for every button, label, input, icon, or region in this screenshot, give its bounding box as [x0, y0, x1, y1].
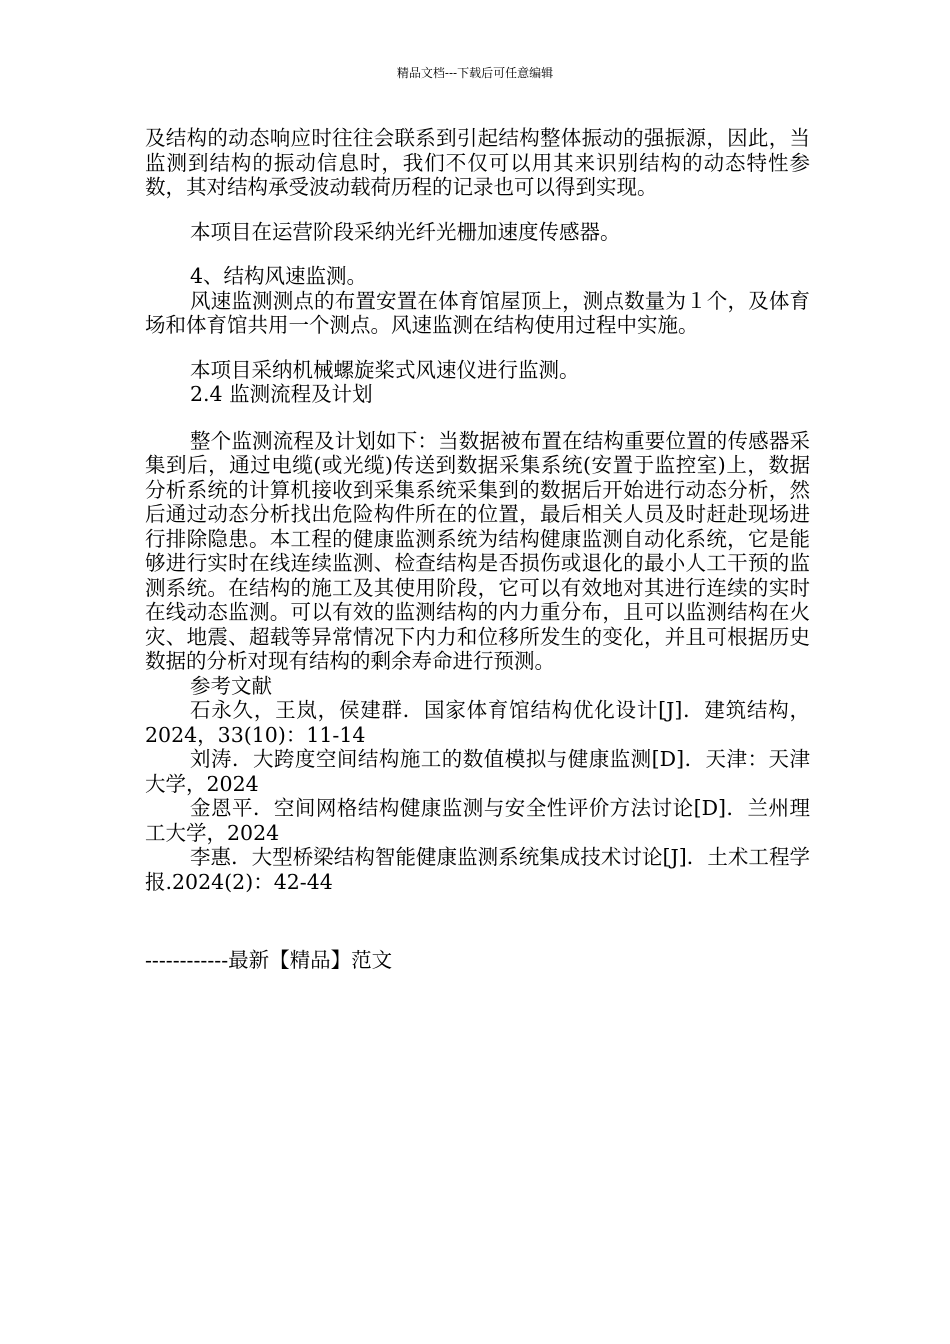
reference-item: 李惠．大型桥梁结构智能健康监测系统集成技术讨论[J]．土术工程学报.2024(2)：42-44: [145, 845, 810, 894]
paragraph-wind-points: 风速监测测点的布置安置在体育馆屋顶上，测点数量为１个，及体育场和体育馆共用一个测点。风速监测在结构使用过程中实施。: [145, 288, 810, 337]
section-heading-process: 2.4 监测流程及计划: [190, 382, 373, 406]
paragraph-vibration: 及结构的动态响应时往往会联系到引起结构整体振动的强振源，因此，当监测到结构的振动信息时，我们不仅可以用其来识别结构的动态特性参数，其对结构承受波动载荷历程的记录也可以得到实现。: [145, 126, 810, 199]
reference-item: 金恩平．空间网格结构健康监测与安全性评价方法讨论[D]．兰州理工大学，2024: [145, 796, 810, 845]
paragraph-process: 整个监测流程及计划如下：当数据被布置在结构重要位置的传感器采集到后，通过电缆(或光缆)传送到数据采集系统(安置于监控室)上，数据分析系统的计算机接收到采集系统采集到的数据后开始进行动态分析，然后通过动态分析找出危险构件所在的位置，最后相关人员及时赶赴现场进行排除隐患。本工程的健康监测系统为结构健康监测自动化系统，它是能够进行实时在线连续监测、检查结构是否损伤或退化的最小人工干预的监测系统。在结构的施工及其使用阶段，它可以有效地对其进行连续的实时在线动态监测。可以有效的监测结构的内力重分布，且可以监测结构在火灾、地震、超载等异常情况下内力和位移所发生的变化，并且可根据历史数据的分析对现有结构的剩余寿命进行预测。: [145, 428, 810, 673]
reference-item: 刘涛．大跨度空间结构施工的数值模拟与健康监测[D]．天津：天津大学，2024: [145, 747, 810, 796]
references-title: 参考文献: [190, 673, 272, 698]
section-heading-wind: 4、结构风速监测。: [190, 264, 368, 288]
paragraph-anemometer: 本项目采纳机械螺旋桨式风速仪进行监测。: [190, 357, 580, 382]
page-header: 精品文档---下载后可任意编辑: [396, 66, 554, 80]
paragraph-accelerometer: 本项目在运营阶段采纳光纤光栅加速度传感器。: [190, 219, 621, 244]
document-body: [145, 126, 810, 973]
reference-item: 石永久，王岚，侯建群．国家体育馆结构优化设计[J]．建筑结构，2024，33(10)：11-14: [145, 698, 810, 747]
page-footer: ------------最新【精品】范文: [145, 948, 393, 972]
